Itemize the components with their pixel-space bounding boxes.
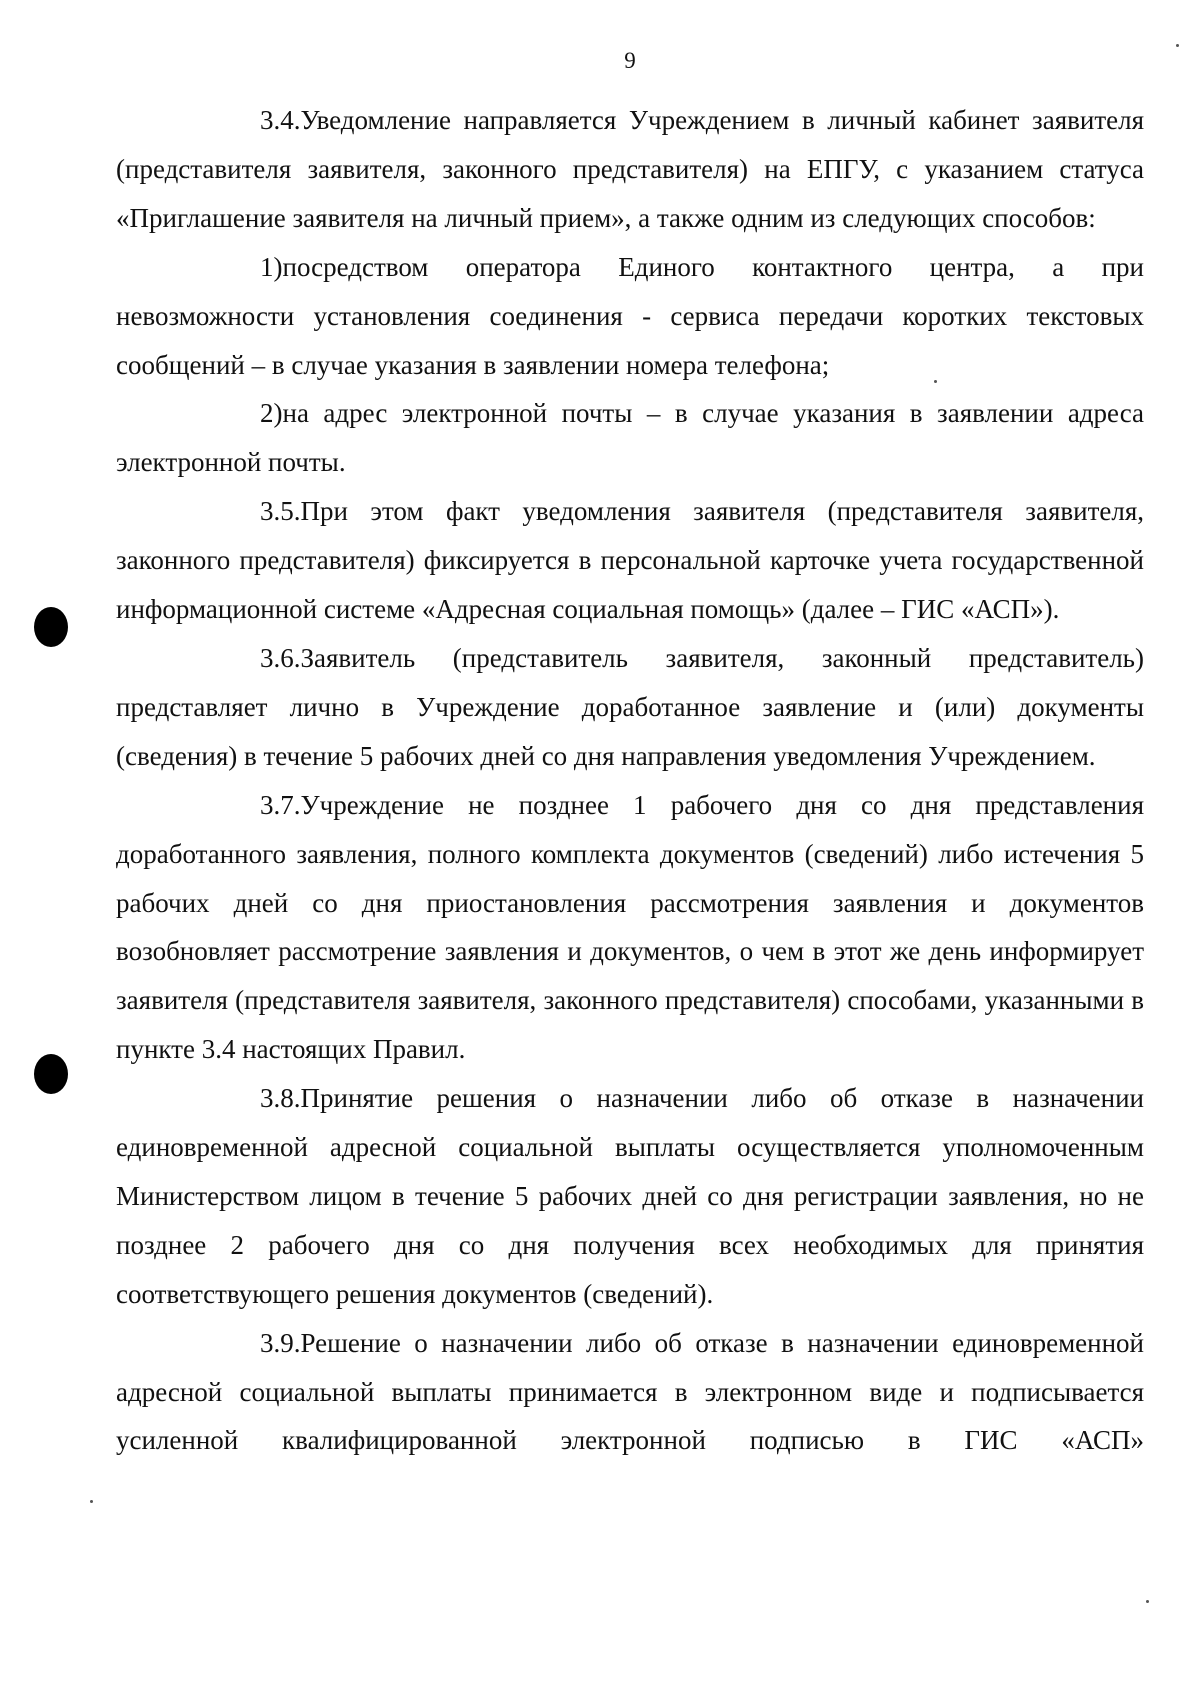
paragraph-3-5 (116, 487, 1144, 634)
paragraph-3-9 (116, 1319, 1144, 1466)
list-item-number: 1) (260, 251, 283, 282)
scan-speck (1176, 44, 1179, 47)
list-item-2 (116, 389, 1144, 487)
scan-speck (1146, 1600, 1149, 1603)
paragraph-3-4 (116, 96, 1144, 243)
paragraph-text: Учреждение не позднее 1 рабочего дня со дня представления доработанного заявления, полного комплекта документов (сведений) либо истечения 5 рабочих дней со дня приостановления рассмотрения заявления и документов возобновляет рассмотрение заявления и документов, о чем в этот же день информирует заявителя (представителя заявителя, законного представителя) способами, указанными в пункте 3.4 настоящих Правил. (116, 789, 1144, 1065)
list-item-text: посредством оператора Единого контактного центра, а при невозможности установления соединения - сервиса передачи коротких текстовых сообщений – в случае указания в заявлении номера телефона; (116, 251, 1144, 380)
paragraph-3-7 (116, 781, 1144, 1074)
paragraph-number: 3.7. (260, 789, 301, 820)
paragraph-3-8 (116, 1074, 1144, 1319)
paragraph-number: 3.5. (260, 496, 301, 527)
paragraph-text: Уведомление направляется Учреждением в личный кабинет заявителя (представителя заявителя, законного представителя) на ЕПГУ, с указанием статуса «Приглашение заявителя на личный прием», а также одним из следующих способов: (116, 105, 1144, 233)
list-item-number: 2) (260, 398, 283, 429)
paragraph-number: 3.4. (260, 105, 301, 135)
scan-speck (90, 1500, 93, 1503)
list-item-1 (116, 243, 1144, 390)
punch-hole-lower (34, 1054, 68, 1094)
paragraph-text: Решение о назначении либо об отказе в назначении единовременной адресной социальной выплаты принимается в электронном виде и подписывается усиленной квалифицированной электронной подписью в ГИС «АСП» (116, 1327, 1144, 1456)
paragraph-number: 3.6. (260, 642, 301, 673)
document-body (116, 96, 1144, 1465)
paragraph-number: 3.8. (260, 1083, 301, 1114)
paragraph-text: Заявитель (представитель заявителя, законный представитель) представляет лично в Учреждение доработанное заявление и (или) документы (сведения) в течение 5 рабочих дней со дня направления уведомления Учреждением. (116, 642, 1144, 771)
paragraph-3-6 (116, 634, 1144, 781)
paragraph-text: Принятие решения о назначении либо об отказе в назначении единовременной адресной социальной выплаты осуществляется уполномоченным Министерством лицом в течение 5 рабочих дней со дня регистрации заявления, но не позднее 2 рабочего дня со дня получения всех необходимых для принятия соответствующего решения документов (сведений). (116, 1083, 1144, 1309)
paragraph-number: 3.9. (260, 1327, 301, 1358)
page-number: 9 (624, 48, 636, 73)
list-item-text: на адрес электронной почты – в случае указания в заявлении адреса электронной почты. (116, 398, 1144, 478)
punch-hole-upper (34, 607, 68, 647)
paragraph-text: При этом факт уведомления заявителя (представителя заявителя, законного представителя) фиксируется в персональной карточке учета государственной информационной системе «Адресная социальная помощь» (далее – ГИС «АСП»). (116, 496, 1144, 625)
